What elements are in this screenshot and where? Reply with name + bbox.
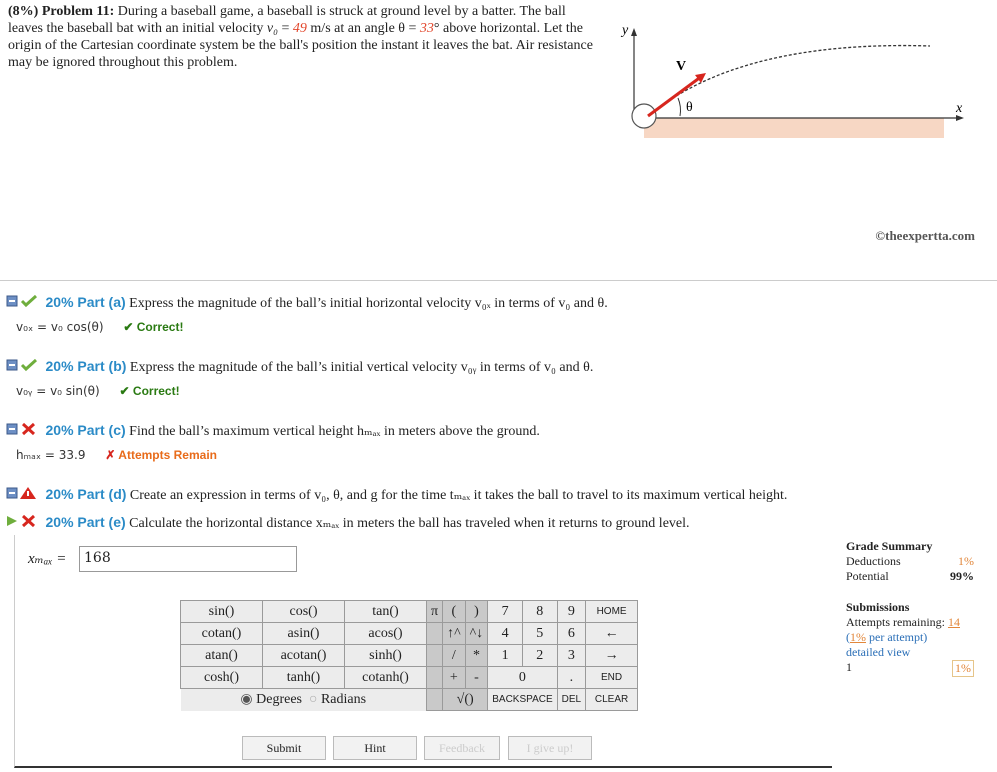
per-attempt-label: per attempt)	[866, 630, 928, 644]
answer-input[interactable]: 168	[79, 546, 297, 572]
blank-key	[427, 667, 443, 689]
equals: =	[278, 21, 293, 36]
home-button[interactable]: HOME	[586, 601, 638, 623]
submit-button[interactable]: Submit	[242, 736, 326, 760]
problem-text: ° above horizontal. Let the origin of the Cartesian coordinate system be the ball's position the instant it leaves the bat. Air resistance may be ignored throughout this problem.	[8, 21, 593, 70]
feedback-button: Feedback	[424, 736, 500, 760]
part-c-title: 20% Part (c)	[45, 422, 126, 438]
divide-button[interactable]: /	[443, 645, 466, 667]
hint-button[interactable]: Hint	[333, 736, 417, 760]
power-down-button[interactable]: ^↓	[465, 623, 488, 645]
collapse-icon[interactable]	[6, 486, 42, 506]
part-e-title: 20% Part (e)	[45, 514, 126, 530]
radians-radio-icon[interactable]: ○	[309, 692, 318, 708]
minus-button[interactable]: -	[465, 667, 488, 689]
part-c-answer	[16, 448, 217, 462]
key-2[interactable]: 2	[522, 645, 557, 667]
submission-number: 1	[846, 660, 852, 674]
rparen-button[interactable]: )	[465, 601, 488, 623]
attempts-label: Attempts remaining:	[846, 615, 945, 629]
tanh-button[interactable]: tanh()	[263, 667, 345, 689]
v0-value: 49	[292, 21, 307, 36]
sin-button[interactable]: sin()	[181, 601, 263, 623]
divider	[0, 280, 997, 281]
part-a-answer	[16, 320, 183, 334]
detailed-view-link[interactable]: detailed view	[846, 645, 911, 659]
collapse-icon[interactable]	[6, 294, 42, 314]
blank-key	[427, 645, 443, 667]
tan-button[interactable]: tan()	[345, 601, 427, 623]
pi-button[interactable]: π	[427, 601, 443, 623]
part-d-title: 20% Part (d)	[45, 486, 127, 502]
give-up-button: I give up!	[508, 736, 592, 760]
backspace-button[interactable]: BACKSPACE	[488, 689, 557, 711]
angle-value: 33	[419, 21, 434, 36]
velocity-vector	[648, 76, 702, 116]
part-d[interactable]	[6, 485, 787, 506]
deductions-label: Deductions	[846, 554, 901, 568]
part-b-title: 20% Part (b)	[45, 358, 127, 374]
key-9[interactable]: 9	[557, 601, 585, 623]
sqrt-button[interactable]: √()	[443, 689, 488, 711]
trajectory-figure	[600, 18, 980, 138]
input-label: xₘₐₓ =	[28, 551, 67, 567]
grade-summary: Grade Summary Deductions 1% Potential 99% Submissions Attempts remaining: 14 (1% per attempt) detailed view 1 1%	[846, 539, 974, 675]
plus-button[interactable]: +	[443, 667, 466, 689]
part-b[interactable]	[6, 357, 593, 378]
part-b-answer	[16, 384, 180, 398]
problem-heading: (8%) Problem 11:	[8, 4, 115, 19]
multiply-button[interactable]: *	[465, 645, 488, 667]
part-a[interactable]	[6, 293, 608, 314]
cotanh-button[interactable]: cotanh()	[345, 667, 427, 689]
submission-deduction: 1%	[952, 660, 974, 677]
key-4[interactable]: 4	[488, 623, 523, 645]
correct-badge: ✔ Correct!	[119, 384, 180, 398]
velocity-label: V	[676, 59, 687, 74]
correct-badge: ✔ Correct!	[123, 320, 184, 334]
problem-text: During a baseball game, a baseball is struck at ground level by a batter. The ball leaves the baseball bat with an initial velocity	[8, 4, 566, 36]
x-axis-label: x	[956, 101, 963, 116]
key-6[interactable]: 6	[557, 623, 585, 645]
v0-symbol: v₀	[266, 21, 279, 36]
copyright: ©theexpertta.com	[875, 228, 975, 243]
calculator-keypad	[180, 600, 638, 711]
potential-value: 99%	[950, 569, 974, 583]
key-1[interactable]: 1	[488, 645, 523, 667]
collapse-icon[interactable]	[6, 358, 42, 378]
cotan-button[interactable]: cotan()	[181, 623, 263, 645]
part-e[interactable]	[6, 513, 690, 534]
key-5[interactable]: 5	[522, 623, 557, 645]
angle-arc	[678, 98, 680, 116]
problem-statement	[8, 3, 593, 71]
answer-text: v₀ᵧ = v₀ sin(θ)	[16, 384, 100, 398]
right-arrow-button[interactable]: →	[586, 645, 638, 667]
blank-key	[427, 623, 443, 645]
degrees-label: Degrees	[256, 692, 302, 708]
lparen-button[interactable]: (	[443, 601, 466, 623]
degrees-radio-icon[interactable]: ◉	[240, 692, 253, 708]
part-c[interactable]	[6, 421, 540, 442]
attempts-remain-badge	[105, 448, 217, 462]
submissions-title: Submissions	[846, 600, 910, 614]
per-attempt-value: 1%	[850, 630, 866, 644]
y-axis-arrow	[631, 28, 637, 36]
part-b-question: Express the magnitude of the ball’s initial vertical velocity v₀ᵧ in terms of v₀ and θ.	[129, 360, 594, 375]
angle-label: θ	[686, 100, 693, 115]
answer-text: hₘₐₓ = 33.9	[16, 448, 86, 462]
status-text: Attempts Remain	[118, 448, 217, 462]
sinh-button[interactable]: sinh()	[345, 645, 427, 667]
key-3[interactable]: 3	[557, 645, 585, 667]
potential-label: Potential	[846, 569, 889, 583]
del-button[interactable]: DEL	[557, 689, 585, 711]
cosh-button[interactable]: cosh()	[181, 667, 263, 689]
radians-label: Radians	[320, 692, 367, 708]
clear-button[interactable]: CLEAR	[586, 689, 638, 711]
end-button[interactable]: END	[586, 667, 638, 689]
y-axis-label: y	[622, 23, 629, 38]
key-8[interactable]: 8	[522, 601, 557, 623]
acotan-button[interactable]: acotan()	[263, 645, 345, 667]
deductions-value: 1%	[958, 554, 974, 568]
cos-button[interactable]: cos()	[263, 601, 345, 623]
problem-text: m/s at an angle θ =	[306, 21, 420, 36]
grade-summary-title: Grade Summary	[846, 539, 933, 553]
answer-text: v₀ₓ = v₀ cos(θ)	[16, 320, 104, 334]
attempts-value: 14	[947, 615, 960, 629]
key-7[interactable]: 7	[488, 601, 523, 623]
acos-button[interactable]: acos()	[345, 623, 427, 645]
decimal-button[interactable]: .	[557, 667, 585, 689]
part-e-question: Calculate the horizontal distance xₘₐₓ in meters the ball has traveled when it returns to ground level.	[129, 516, 690, 531]
atan-button[interactable]: atan()	[181, 645, 263, 667]
power-up-button[interactable]: ↑^	[443, 623, 466, 645]
expand-icon[interactable]	[6, 514, 42, 534]
part-c-question: Find the ball’s maximum vertical height hₘₐₓ in meters above the ground.	[129, 424, 540, 439]
part-a-question: Express the magnitude of the ball’s initial horizontal velocity v₀ₓ in terms of v₀ and θ.	[129, 296, 608, 311]
left-arrow-button[interactable]: ←	[586, 623, 638, 645]
part-d-question: Create an expression in terms of v₀, θ, and g for the time tₘₐₓ it takes the ball to travel to its maximum vertical height.	[129, 488, 788, 503]
part-a-title: 20% Part (a)	[45, 294, 126, 310]
asin-button[interactable]: asin()	[263, 623, 345, 645]
ground	[644, 118, 944, 138]
angle-mode-toggle[interactable]	[181, 689, 427, 711]
key-0[interactable]: 0	[488, 667, 557, 689]
x-icon: ✗	[105, 448, 116, 462]
blank-key	[427, 689, 443, 711]
baseball	[632, 104, 656, 128]
collapse-icon[interactable]	[6, 422, 42, 442]
